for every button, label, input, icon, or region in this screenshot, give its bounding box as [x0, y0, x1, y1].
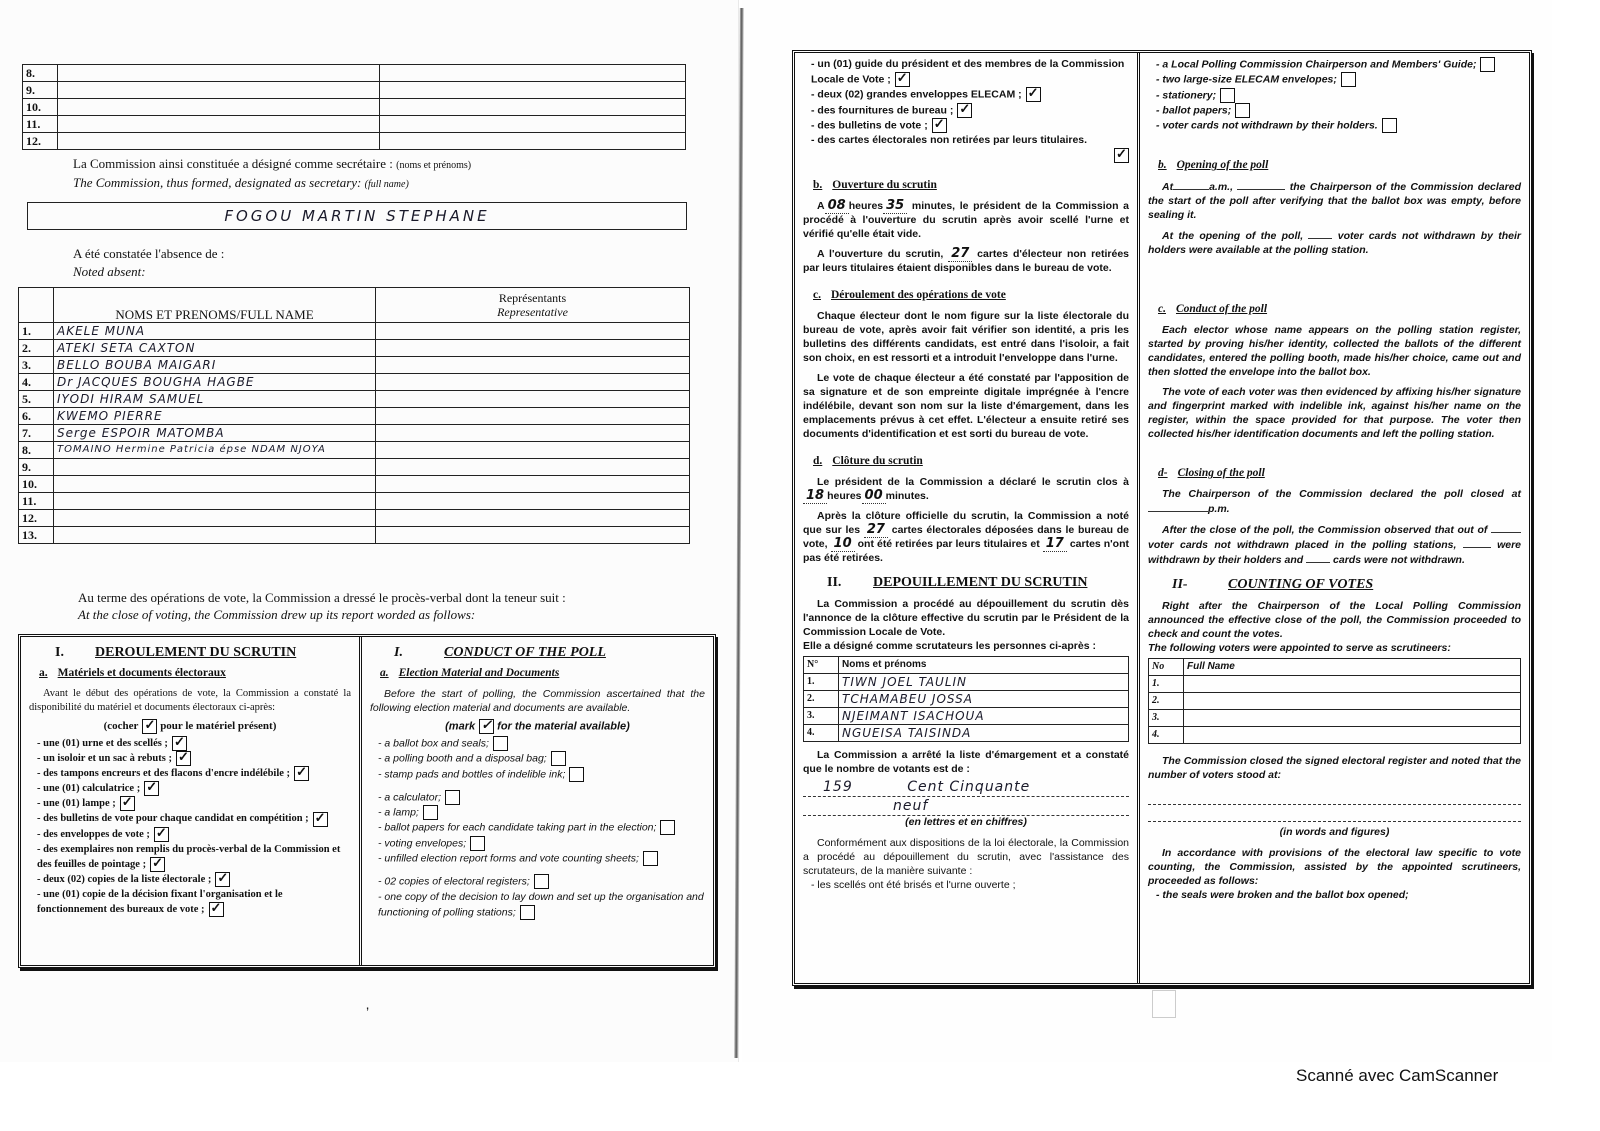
counting-paragraph-fr: La Commission a procédé au dépouillement du scrutin dès l'annonce de la clôture effective du scrutin par le Président de la Commission Locale de Vote. [803, 598, 1129, 639]
camscanner-watermark: Scanné avec CamScanner [1296, 1066, 1499, 1085]
voters-count-line-1-en[interactable] [1148, 788, 1521, 805]
material-item: - une (01) lampe ;✓ [37, 796, 351, 811]
counting-step-fr: - les scellés ont été brisés et l'urne ouverte ; [811, 879, 1016, 892]
checkbox[interactable] [209, 902, 224, 917]
table-row: 10. [23, 99, 686, 116]
checkbox[interactable] [294, 766, 309, 781]
right-col-fr [795, 53, 1137, 983]
representative-cell[interactable] [376, 442, 690, 459]
representative-cell[interactable] [376, 425, 690, 442]
material-item: - des bulletins de vote ;✓ [811, 118, 1129, 133]
table-row: 2. ATEKI SETA CAXTON [19, 340, 690, 357]
col-full-name: NOMS ET PRENOMS/FULL NAME [54, 288, 376, 323]
representative-cell[interactable] [376, 323, 690, 340]
page-mark-left: ’ [366, 1004, 370, 1020]
material-item: - stamp pads and bottles of indelible ink; [378, 767, 705, 782]
checkbox[interactable] [1235, 103, 1250, 118]
subsection-d-en: d- Closing of the poll [1158, 467, 1265, 480]
scrutineer-name-cell[interactable] [1184, 727, 1521, 744]
checkbox[interactable] [895, 72, 910, 87]
representative-cell[interactable] [376, 527, 690, 544]
report-intro-fr: Au terme des opérations de vote, la Commission a dressé le procès-verbal dont la teneur suit : [78, 590, 566, 605]
table-row: 9. [19, 459, 690, 476]
subsection-b-en: b. Opening of the poll [1158, 159, 1269, 172]
checkbox[interactable] [551, 751, 566, 766]
opening-paragraph-fr: A 08 heures 35 minutes, le président de la Commission a procédé à l'ouverture du scrutin après avoir scellé l'urne et vérifié qu'elle était vide. [803, 198, 1130, 241]
checkbox[interactable] [445, 790, 460, 805]
table-row: 1. [1149, 676, 1521, 693]
closing-minutes-field[interactable]: 00 [862, 488, 886, 504]
instruction-en: (mark ✓ for the material available) [370, 719, 705, 734]
material-item: - a ballot box and seals; [378, 736, 705, 751]
conduct-paragraph-1-en: Each elector whose name appears on the polling station register, started by proving his/her identity, collected the ballots of the different candidates, entered the polling booth, made his/her choice, came out and then slotted the envelope into the ballot box. [1148, 324, 1521, 379]
absent-name-cell[interactable] [54, 510, 376, 527]
absent-name-cell[interactable]: KWEMO PIERRE [54, 408, 376, 425]
representative-cell[interactable] [376, 391, 690, 408]
cards-total-field-en[interactable] [1491, 522, 1521, 533]
checkbox[interactable] [215, 872, 230, 887]
material-item: - a calculator; [378, 790, 705, 805]
representative-cell[interactable] [376, 357, 690, 374]
secretary-field[interactable]: FOGOU MARTIN STEPHANE [27, 202, 687, 230]
checkbox[interactable] [1382, 118, 1397, 133]
scrutineers-table-en [1148, 658, 1521, 744]
checkbox[interactable] [313, 812, 328, 827]
opening-cards-field-en[interactable] [1308, 228, 1332, 239]
closing-cards-paragraph-en: After the close of the poll, the Commission observed that out of voter cards not withdrawn placed in the polling stations, were withdrawn by their holders and cards were not withdrawn. [1148, 524, 1522, 567]
material-item: - a polling booth and a disposal bag; [378, 751, 705, 766]
opening-minutes-field-en[interactable] [1237, 179, 1285, 190]
table-row: 4. NGUEISA TAISINDA [804, 725, 1129, 742]
material-item: - une (01) urne et des scellés ;✓ [37, 736, 351, 751]
voters-note-en: (in words and figures) [1279, 826, 1390, 839]
closing-paragraph-en: The Chairperson of the Commission declared the poll closed at p.m. [1148, 487, 1521, 516]
checkbox[interactable] [660, 820, 675, 835]
checkbox[interactable] [1341, 72, 1356, 87]
cards-withdrawn-field-en[interactable] [1463, 537, 1491, 548]
checkbox[interactable] [493, 736, 508, 751]
subsection-a-fr: a. Matériels et documents électoraux [39, 667, 226, 679]
table-row: 4. [1149, 727, 1521, 744]
absent-name-cell[interactable]: IYODI HIRAM SAMUEL [54, 391, 376, 408]
sample-checkbox-icon [142, 719, 157, 734]
checkbox[interactable] [470, 836, 485, 851]
opening-minutes-field[interactable]: 35 [883, 198, 907, 214]
representative-cell[interactable] [376, 476, 690, 493]
opening-cards-paragraph-en: At the opening of the poll, voter cards not withdrawn by their holders were available at the polling station. [1148, 230, 1522, 257]
scrutineers-intro-fr: Elle a désigné comme scrutateurs les personnes ci-après : [803, 640, 1096, 653]
material-item: - a Local Polling Commission Chairperson and Members' Guide; [1156, 57, 1521, 72]
counting-step-en: - the seals were broken and the ballot box opened; [1156, 889, 1409, 902]
scrutineer-name-cell[interactable] [1184, 676, 1521, 693]
checkbox[interactable] [534, 874, 549, 889]
voters-count-line-2-en[interactable] [1148, 805, 1521, 822]
table-row: 12. [19, 510, 690, 527]
table-row: 2. TCHAMABEU JOSSA [804, 691, 1129, 708]
voters-count-line-2[interactable]: neuf [803, 797, 1129, 816]
right-page-box [792, 50, 1532, 986]
sample-checkbox-icon [479, 719, 494, 734]
checkbox[interactable] [423, 805, 438, 820]
secretary-label-en: The Commission, thus formed, designated as secretary: (full name) [73, 175, 409, 190]
table-row: 3. NJEIMANT ISACHOUA [804, 708, 1129, 725]
scrutineer-name-cell[interactable] [1184, 693, 1521, 710]
material-item: - voter cards not withdrawn by their holders. [1156, 118, 1521, 133]
absent-table-header [19, 288, 690, 323]
representative-cell[interactable] [376, 510, 690, 527]
table-row: 3. [1149, 710, 1521, 727]
material-item: - des bulletins de vote pour chaque candidat en compétition ;✓ [37, 811, 351, 826]
material-item: - stationery; [1156, 88, 1521, 103]
scrutineer-name-cell[interactable]: NGUEISA TAISINDA [839, 725, 1129, 742]
checkbox[interactable] [120, 796, 135, 811]
table-row: 13. [19, 527, 690, 544]
material-item: - unfilled election report forms and vote counting sheets; [378, 851, 705, 866]
conduct-paragraph-2-fr: Le vote de chaque électeur a été constaté par l'apposition de sa signature et de son empreinte digitale imprégnée à l'encre indélébile, devant son nom sur la liste d'émargement, dans les emplacements prévus à cet effet. L'électeur a ensuite retiré ses documents d'identification et est sorti du bureau de vote. [803, 372, 1129, 441]
subsection-a-en: a. Election Material and Documents [380, 667, 560, 679]
absent-table [18, 287, 690, 544]
scrutineer-name-cell[interactable]: TCHAMABEU JOSSA [839, 691, 1129, 708]
table-row: 11. [23, 116, 686, 133]
table-row: 3. BELLO BOUBA MAIGARI [19, 357, 690, 374]
table-row: 5. IYODI HIRAM SAMUEL [19, 391, 690, 408]
material-item: - des cartes électorales non retirées par leurs titulaires. ✓ [811, 133, 1129, 163]
scrutineer-name-cell[interactable]: NJEIMANT ISACHOUA [839, 708, 1129, 725]
material-item: - one copy of the decision to lay down and set up the organisation and functioning of polling stations; [378, 890, 704, 918]
checkbox[interactable] [1480, 57, 1495, 72]
absent-name-cell[interactable]: ATEKI SETA CAXTON [54, 340, 376, 357]
table-row: 11. [19, 493, 690, 510]
material-item: - un (01) guide du président et des membres de la Commission Locale de Vote ;✓ [811, 57, 1129, 87]
material-item: - des enveloppes de vote ;✓ [37, 827, 351, 842]
checkbox[interactable] [643, 851, 658, 866]
conduct-paragraph-1-fr: Chaque électeur dont le nom figure sur la liste électorale du bureau de vote, après avoir fait vérifier son identité, a pris les bulletins des différents candidats, est entré dans l'isoloir, a fait son choix, en est ressorti et a introduit l'enveloppe dans l'urne. [803, 310, 1129, 365]
closing-paragraph-fr: Le président de la Commission a déclaré le scrutin clos à 18 heures 00 minutes. [803, 475, 1129, 503]
absent-name-cell[interactable] [54, 527, 376, 544]
material-item: - une (01) calculatrice ;✓ [37, 781, 351, 796]
absent-label-fr: A été constatée l'absence de : [73, 246, 225, 261]
counting-procedure-fr: Conformément aux dispositions de la loi électorale, la Commission a procédé au dépouillement du scrutin, avec l'assistance des scrutateurs, de la manière suivante : [803, 837, 1129, 878]
material-item: - a lamp; [378, 805, 705, 820]
material-item: - des fournitures de bureau ;✓ [811, 103, 1129, 118]
col-representative-en: Representative [497, 305, 568, 319]
absent-name-cell[interactable] [54, 459, 376, 476]
opening-cards-paragraph-fr: A l'ouverture du scrutin, 27 cartes d'électeur non retirées par leurs titulaires étaient disponibles dans le bureau de vote. [803, 246, 1130, 275]
representative-cell[interactable] [376, 408, 690, 425]
conduct-paragraph-2-en: The vote of each voter was then evidenced by affixing his/her signature and fingerprint marked with indelible ink, against his/her name on the register, within the space provided for that purpose. The voter then collected his/her identification documents and left the polling station. [1148, 386, 1521, 441]
counting-procedure-en: In accordance with provisions of the electoral law specific to vote counting, the Commission, assisted by the appointed scrutineers, proceeded as follows: [1148, 847, 1521, 888]
material-item: - 02 copies of electoral registers; [378, 874, 705, 889]
checkbox[interactable] [150, 857, 165, 872]
section-heading-fr: I. DEROULEMENT DU SCRUTIN [55, 645, 297, 660]
opening-cards-field[interactable]: 27 [948, 246, 972, 262]
cards-total-field[interactable]: 27 [864, 522, 888, 538]
table-row: 1. AKELE MUNA [19, 323, 690, 340]
scrutineer-name-cell[interactable] [1184, 710, 1521, 727]
representative-cell[interactable] [376, 374, 690, 391]
checkbox[interactable] [1114, 148, 1129, 163]
material-item: - deux (02) copies de la liste électorale ;✓ [37, 872, 351, 887]
table-row: 1. TIWN JOEL TAULIN [804, 674, 1129, 691]
subsection-d-fr: d. Clôture du scrutin [813, 455, 923, 468]
representative-cell[interactable] [376, 493, 690, 510]
subsection-c-en: c. Conduct of the poll [1158, 303, 1268, 316]
checkbox[interactable] [1220, 88, 1235, 103]
cards-withdrawn-field[interactable]: 10 [831, 536, 855, 552]
checkbox[interactable] [176, 751, 191, 766]
absent-name-cell[interactable] [54, 476, 376, 493]
material-item: - des tampons encreurs et des flacons d'encre indélébile ;✓ [37, 766, 351, 781]
material-item: - deux (02) grandes enveloppes ELECAM ;✓ [811, 87, 1129, 102]
section-conduct-box [18, 634, 716, 968]
voters-note-fr: (en lettres et en chiffres) [905, 816, 1027, 829]
section-conduct-en [359, 637, 713, 965]
opening-time-field[interactable] [1173, 179, 1209, 190]
opening-paragraph-en: At a.m., the Chairperson of the Commission declared the start of the poll after verifying that the ballot box was empty, before sealing it. [1148, 181, 1521, 222]
section-conduct-fr [21, 637, 359, 965]
absent-name-cell[interactable]: Dr JACQUES BOUGHA HAGBE [54, 374, 376, 391]
subsection-b-fr: b. Ouverture du scrutin [813, 179, 937, 192]
representative-cell[interactable] [376, 459, 690, 476]
table-row: 4. Dr JACQUES BOUGHA HAGBE [19, 374, 690, 391]
scrutineers-intro-en: The following voters were appointed to serve as scrutineers: [1148, 642, 1451, 655]
voters-count-paragraph-en: The Commission closed the signed electoral register and noted that the number of voters stood at: [1148, 755, 1521, 782]
voters-count-paragraph-fr: La Commission a arrêté la liste d'émargement et a constaté que le nombre de votants est de : [803, 749, 1129, 776]
material-item: - des exemplaires non remplis du procès-verbal de la Commission et des feuilles de pointage ;✓ [37, 842, 351, 872]
secretary-label-fr: La Commission ainsi constituée a désigné comme secrétaire : (noms et prénoms) [73, 156, 472, 171]
closing-hours-field[interactable]: 18 [803, 488, 827, 504]
table-row: 8. TOMAINO Hermine Patricia épse NDAM NJOYA [19, 442, 690, 459]
material-item: - two large-size ELECAM envelopes; [1156, 72, 1521, 87]
cards-not-withdrawn-field-en[interactable] [1306, 552, 1330, 563]
section-counting-heading-en: II- COUNTING OF VOTES [1172, 577, 1374, 593]
checkbox[interactable] [144, 781, 159, 796]
report-intro-en: At the close of voting, the Commission drew up its report worded as follows: [78, 607, 476, 622]
table-row: 6. KWEMO PIERRE [19, 408, 690, 425]
table-row: 10. [19, 476, 690, 493]
col-representative-fr: Représentants [498, 291, 567, 305]
subsection-c-fr: c. Déroulement des opérations de vote [813, 289, 1006, 302]
material-item: - ballot papers for each candidate taking part in the election; [378, 820, 705, 835]
scrutineers-table-fr [803, 656, 1129, 742]
table-header: N° Noms et prénoms [804, 657, 1129, 674]
checkbox[interactable] [154, 827, 169, 842]
table-row: 8. [23, 65, 686, 82]
representative-cell[interactable] [376, 340, 690, 357]
right-col-en [1137, 53, 1529, 983]
absent-name-cell[interactable] [54, 493, 376, 510]
intro-en: Before the start of polling, the Commission ascertained that the following election material and documents are available. [370, 688, 705, 714]
voters-count-line-1[interactable]: 159 Cent Cinquante [803, 778, 1129, 797]
intro-fr: Avant le début des opérations de vote, la Commission a constaté la disponibilité du matériel et documents électoraux ci-après: [29, 688, 351, 713]
absent-name-cell[interactable]: AKELE MUNA [54, 323, 376, 340]
section-heading-en: I. CONDUCT OF THE POLL [394, 645, 606, 660]
absent-name-cell[interactable]: BELLO BOUBA MAIGARI [54, 357, 376, 374]
checkbox[interactable] [569, 767, 584, 782]
material-item: - ballot papers; [1156, 103, 1521, 118]
table-row: 2. [1149, 693, 1521, 710]
closing-cards-paragraph-fr: Après la clôture officielle du scrutin, la Commission a noté que sur les 27 cartes électorales déposées dans le bureau de vote, 10 ont été retirées par leurs titulaires et 17 cartes n'ont pas été retirées. [803, 510, 1130, 565]
page-corner-mark [1152, 990, 1176, 1018]
members-table-continued [22, 64, 686, 150]
opening-hours-field[interactable]: 08 [825, 198, 849, 214]
scrutineer-name-cell[interactable]: TIWN JOEL TAULIN [839, 674, 1129, 691]
table-row: 7. Serge ESPOIR MATOMBA [19, 425, 690, 442]
absent-name-cell[interactable]: TOMAINO Hermine Patricia épse NDAM NJOYA [54, 442, 376, 459]
checkbox[interactable] [520, 905, 535, 920]
material-item: - un isoloir et un sac à rebuts ;✓ [37, 751, 351, 766]
section-counting-heading-fr: II. DEPOUILLEMENT DU SCRUTIN [827, 575, 1088, 591]
material-item: - une (01) copie de la décision fixant l'organisation et le fonctionnement des bureaux de vote ;✓ [37, 887, 351, 917]
checkbox[interactable] [1026, 87, 1041, 102]
closing-time-field-en[interactable] [1148, 501, 1208, 512]
table-header: No Full Name [1149, 659, 1521, 676]
table-row: 9. [23, 82, 686, 99]
instruction-fr: (cocher ✓ pour le matériel présent) [29, 719, 351, 734]
checkbox[interactable] [957, 103, 972, 118]
checkbox[interactable] [932, 118, 947, 133]
absent-label-en: Noted absent: [73, 264, 146, 279]
table-row: 12. [23, 133, 686, 150]
absent-name-cell[interactable]: Serge ESPOIR MATOMBA [54, 425, 376, 442]
cards-not-withdrawn-field[interactable]: 17 [1043, 536, 1067, 552]
material-item: - voting envelopes; [378, 836, 705, 851]
counting-paragraph-en: Right after the Chairperson of the Local Polling Commission announced the effective close of the poll, the Commission proceeded to check and count the votes. [1148, 600, 1521, 641]
